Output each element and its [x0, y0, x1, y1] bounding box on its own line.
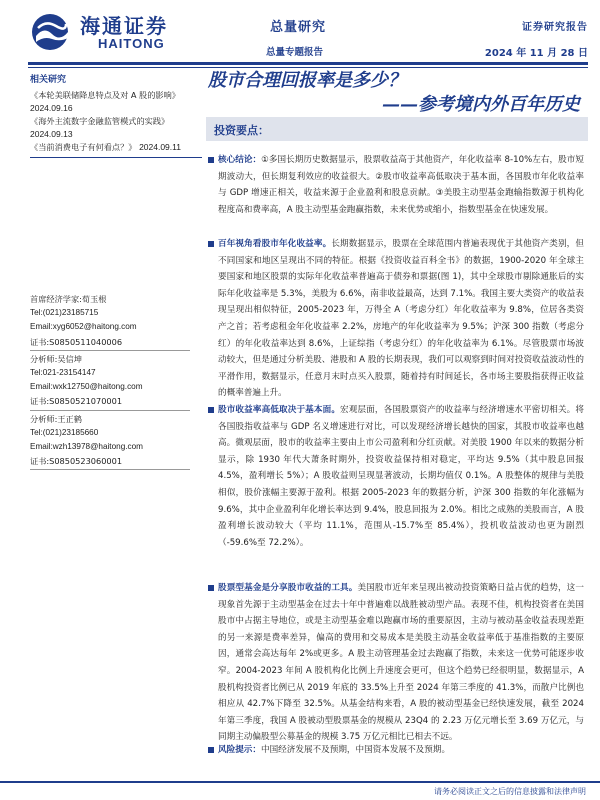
bullet-core-conclusion: [208, 152, 584, 218]
analyst-divider: [30, 410, 190, 411]
disclaimer-notice: 请务必阅读正文之后的信息披露和法律声明: [434, 787, 586, 796]
bullet-lead: 百年视角看股市年化收益率。: [218, 239, 332, 249]
analyst-cert: 证书:S0850511040006: [30, 336, 123, 347]
section-header: [206, 117, 588, 141]
bullet-fundamentals: [208, 402, 584, 551]
bullet-equity-funds: [208, 580, 584, 746]
report-title: 股市合理回报率是多少？: [208, 70, 406, 91]
report-date: 2024 年 11 月 28 日: [484, 48, 588, 59]
haitong-logo-icon: [30, 12, 70, 52]
bullet-text: 宏观层面，各国股票资产的收益率与经济增速水平密切相关。将各国股指收益率与 GDP 名义增速进行对比，可以发现经济增长越快的国家，其股市收益率也越高。微观层面，股市的收益率主要由上市公司盈利和分红贡献。对美股 1900 年以来的数据分析显示，除 1930 年代大萧条时期外，投资收益保持相对稳定，平均达 9.5%（其中股息回报 4.5%，盈利增长 5%）；A 股收益则呈现显著波动，长期均值仅 0.1%。A 股整体的规律与美股相似，股价涨幅主要源于盈利。根据 2005-2023 年的数据分析，沪深 300 指数的年化涨幅为 9.6%，其中企业盈利年化增长率达到 9.4%，股息回报为 2.0%。相比之成熟的美股而言，A 股盈利增长波动较大（平均 11.1%，范围从-15.7%至 85.4%），投机收益波动也更为剧烈（-59.6%至 72.2%）。: [218, 405, 584, 548]
bullet-lead: 核心结论：: [218, 155, 262, 165]
bullet-risk-warning: [208, 742, 584, 759]
bullet-lead: 股市收益率高低取决于基本面。: [218, 405, 341, 415]
report-label: 证券研究报告: [522, 22, 588, 33]
report-type: 总量研究: [270, 20, 327, 35]
analyst-divider: [30, 469, 190, 470]
related-item-date: 2024.09.11: [139, 142, 181, 152]
bullet-square-icon: [208, 407, 214, 413]
bullet-century-returns: [208, 236, 584, 402]
analyst-name: 分析师:王正鹤: [30, 413, 82, 424]
bullet-text: ①多国长期历史数据显示，股票收益高于其他资产，年化收益率 8-10%左右，股市短期波动大，但长期复利效应的收益很大。②股市收益率高低取决于基本面，各国股市年化收益率与 GDP 增速正相关，收益来源于企业盈利和股息贡献。③美股主动型基金跑输指数源于机构化程度高和费率高，A 股主动型基金跑赢指数，未来优势或缩小，指数型基金在快速发展。: [218, 155, 584, 215]
analyst-name: 首席经济学家:荀玉根: [30, 294, 107, 304]
analyst-email[interactable]: Email:wzh13978@haitong.com: [30, 442, 143, 452]
analyst-cert: 证书:S0850521070001: [30, 396, 123, 407]
bullet-lead: 股票型基金是分享股市收益的工具。: [218, 583, 358, 593]
header-divider: [28, 62, 588, 65]
related-research-heading: 相关研究: [30, 75, 67, 85]
analyst-cert: 证书:S0850523060001: [30, 456, 123, 467]
footer-divider: [0, 781, 600, 783]
bullet-square-icon: [208, 157, 214, 163]
report-subtitle: ——参考境内外百年历史: [382, 94, 580, 115]
sidebar-divider: [30, 157, 202, 158]
bullet-square-icon: [208, 241, 214, 247]
analyst-divider: [30, 350, 190, 351]
analyst-email[interactable]: Email:xyg6052@haitong.com: [30, 322, 137, 332]
analyst-tel: Tel:(021)23185715: [30, 308, 99, 318]
related-item-title-text: 《当前消费电子有何看点？》: [30, 142, 137, 152]
bullet-square-icon: [208, 585, 214, 591]
bullet-square-icon: [208, 747, 214, 753]
related-item-title[interactable]: 《海外主流数字金融监管模式的实践》: [30, 116, 170, 126]
section-title: 投资要点：: [214, 124, 269, 137]
related-item-date: 2024.09.16: [30, 103, 73, 113]
logo-chinese-name: 海通证券: [80, 14, 168, 38]
related-item-title[interactable]: 《本轮美联储降息特点及对 A 股的影响》: [30, 90, 180, 100]
bullet-text: 中国经济发展不及预期，中国资本发展不及预期。: [260, 745, 451, 755]
related-research: [30, 74, 202, 158]
analyst-tel: Tel:021-23154147: [30, 368, 96, 378]
related-item-title[interactable]: [30, 141, 202, 154]
logo-english-name: HAITONG: [98, 36, 165, 51]
report-subtype: 总量专题报告: [266, 47, 324, 58]
bullet-lead: 风险提示：: [218, 745, 261, 755]
related-item-date: 2024.09.13: [30, 129, 73, 139]
company-logo: [30, 8, 180, 58]
bullet-text: 美国股市近年来呈现出被动投资策略日益占优的趋势，这一现象首先源于主动型基金在过去十年中普遍难以战胜被动型产品。表现不佳，机构投资者在美国股市中占据主导地位，或是主动型基金难以跑赢市场的重要原因，主动与被动基金收益表现差距的另一来源是费率差异，偏高的费用和交易成本是美股主动基金收益率低于基准指数的主要原因，通常会高达每年 2%或更多。A 股主动管理基金过去跑赢了指数，未来这一优势可能逐步收窄。2004-2023 年间 A 股机构化比例上升速度会更可，但这个趋势已经很明显，数据显示，A 股机构投资者比例已从 2019 年底的 33.5%上升至 2024 年第三季度的 41.3%，而散户比例也相应从 42.7%下降至 32.5%。从基金结构来看，A 股的被动型基金已经快速发展，截至 2024 年第三季度，我国 A 股被动型股票基金的规模从 23Q4 的 2.23 万亿元增长至 3.69 万亿元，与同期主动偏股型公募基金的规模 3.75 万亿元相比已相去不远。: [218, 583, 584, 743]
analyst-tel: Tel:(021)23185660: [30, 427, 99, 437]
analyst-name: 分析师:吴信坤: [30, 353, 82, 364]
analyst-contacts: [30, 292, 190, 471]
bullet-text: 长期数据显示，股票在全球范围内普遍表现优于其他资产类别，但不同国家和地区呈现出不同的特征。根据《投资收益百科全书》的数据，1900-2020 年全球主要国家和地区股票的实际年化收益率普遍高于债券和票据(图 1)，其中全球股市剔除通胀后的实际年化收益率是 5.3%，美股为 6.6%，南非收益最高，达到 7.1%。我国主要大类资产的收益表现呈现出相似特征，2005-2023 年，万得全 A（考虑分红）年化收益率为 9.8%，位居各类资产之首；若考虑租金年化收益率 2.2%，房地产的年化收益率为 9.5%；沪深 300 指数（考虑分红）的年化收益率达到 8.6%，上证综指（考虑分红）的年化收益率为 6.1%。尽管股票市场波动较大，但是通过分析美股、港股和 A 股的长期表现，我们可以观察到时间对投资收益波动性的平滑作用，数据显示，任意月末时点买入股票，随着持有时间延长，各市场主要股指获得正收益的概率普遍上升。: [218, 239, 584, 399]
analyst-email[interactable]: Email:wxk12750@haitong.com: [30, 382, 143, 392]
